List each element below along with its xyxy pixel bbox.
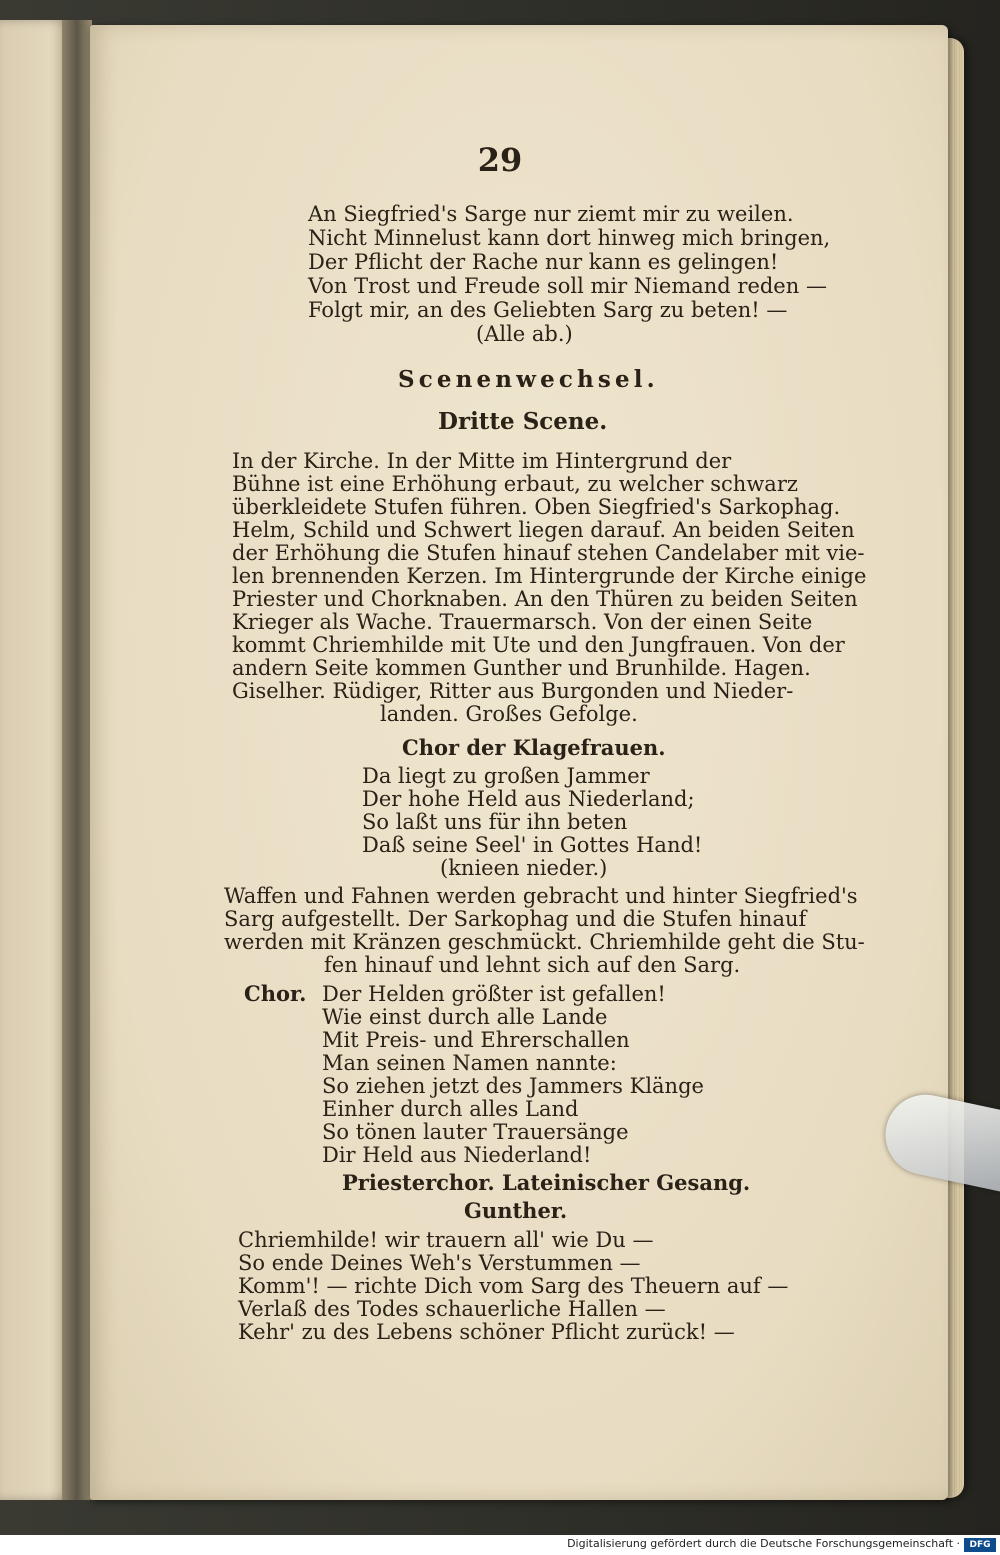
book-gutter [62,20,92,1500]
verse-line: Folgt mir, an des Geliebten Sarg zu beten! — [308,298,788,322]
left-page-edge [0,20,70,1500]
stage-direction-2-line: fen hinauf und lehnt sich auf den Sarg. [324,953,741,977]
verse-line: Nicht Minnelust kann dort hinweg mich bringen, [308,226,831,250]
stage-direction-line: Priester und Chorknaben. An den Thüren zu beiden Seiten [232,587,858,611]
gunther-speech-line: So ende Deines Weh's Verstummen — [238,1251,641,1275]
stage-direction-line: kommt Chriemhilde mit Ute und den Jungfrauen. Von der [232,633,845,657]
choir-verse-line: Der hohe Held aus Niederland; [362,787,695,811]
gunther-speech-line: Chriemhilde! wir trauern all' wie Du — [238,1228,654,1252]
funding-credit: Digitalisierung gefördert durch die Deutsche Forschungsgemeinschaft · [567,1537,960,1550]
stage-direction-2-line: Sarg aufgestellt. Der Sarkophag und die Stufen hinauf [224,907,807,931]
chor-verse-line: Einher durch alles Land [322,1097,579,1121]
priest-chor-line: Priesterchor. Lateinischer Gesang. [342,1170,751,1195]
chor-verse-line: So tönen lauter Trauersänge [322,1120,629,1144]
stage-direction-2-line: werden mit Kränzen geschmückt. Chriemhilde geht die Stu- [224,930,865,954]
verse-line: An Siegfried's Sarge nur ziemt mir zu weilen. [308,202,794,226]
chor-speaker: Chor. [244,981,307,1006]
stage-direction-line: überkleidete Stufen führen. Oben Siegfried's Sarkophag. [232,495,841,519]
scene-title: Dritte Scene. [438,408,608,435]
stage-direction-line: Bühne ist eine Erhöhung erbaut, zu welcher schwarz [232,472,798,496]
exit-direction: (Alle ab.) [476,322,573,346]
choir-verse-line: So laßt uns für ihn beten [362,810,628,834]
choir-verse-line: Da liegt zu großen Jammer [362,764,650,788]
stage-direction-line: In der Kirche. In der Mitte im Hintergrund der [232,449,732,473]
scene-change-heading: Scenenwechsel. [398,366,659,393]
stage-direction-line: Giselher. Rüdiger, Ritter aus Burgonden und Nieder- [232,679,794,703]
chor-verse-line: Mit Preis- und Ehrerschallen [322,1028,630,1052]
stage-direction-line: len brennenden Kerzen. Im Hintergrunde der Kirche einige [232,564,867,588]
page-number: 29 [477,141,523,179]
stage-direction-line: Krieger als Wache. Trauermarsch. Von der einen Seite [232,610,813,634]
chor-verse-line: So ziehen jetzt des Jammers Klänge [322,1074,704,1098]
gunther-speech-line: Verlaß des Todes schauerliche Hallen — [238,1297,666,1321]
stage-direction-line: der Erhöhung die Stufen hinauf stehen Candelaber mit vie- [232,541,865,565]
stage-direction-line: Helm, Schild und Schwert liegen darauf. An beiden Seiten [232,518,855,542]
choir-heading: Chor der Klagefrauen. [402,735,666,760]
choir-verse-line: Daß seine Seel' in Gottes Hand! [362,833,703,857]
footer-bar [0,1535,1000,1555]
chor-verse-line: Der Helden größter ist gefallen! [322,982,666,1006]
stage-direction-2-line: Waffen und Fahnen werden gebracht und hinter Siegfried's [224,884,858,908]
gunther-heading: Gunther. [464,1198,568,1223]
stage-direction-line: landen. Großes Gefolge. [380,702,638,726]
verse-line: Von Trost und Freude soll mir Niemand reden — [308,274,827,298]
chor-verse-line: Wie einst durch alle Lande [322,1005,608,1029]
dfg-logo: DFG [964,1538,996,1552]
chor-verse-line: Dir Held aus Niederland! [322,1143,592,1167]
stage-direction-line: andern Seite kommen Gunther und Brunhilde. Hagen. [232,656,811,680]
chor-verse-line: Man seinen Namen nannte: [322,1051,617,1075]
verse-line: Der Pflicht der Rache nur kann es gelingen! [308,250,779,274]
gunther-speech-line: Kehr' zu des Lebens schöner Pflicht zurück! — [238,1320,735,1344]
gunther-speech-line: Komm'! — richte Dich vom Sarg des Theuern auf — [238,1274,789,1298]
kneel-direction: (knieen nieder.) [440,856,608,880]
